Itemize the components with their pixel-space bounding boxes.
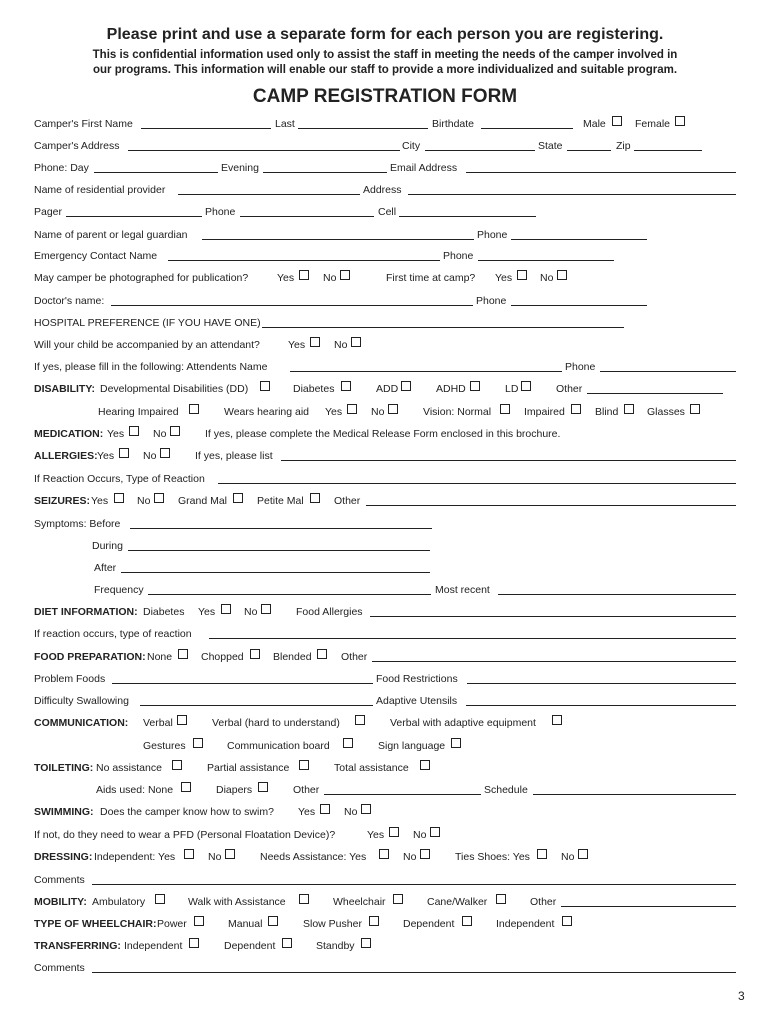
needs-assistance-label: Needs Assistance: Yes [260, 851, 367, 863]
prep-blended-checkbox[interactable] [317, 649, 327, 659]
row-communication [0, 717, 770, 731]
disability-label: DISABILITY: [34, 383, 96, 395]
verbal-adaptive-checkbox[interactable] [552, 715, 562, 725]
evening-field[interactable] [263, 172, 387, 173]
verbal-checkbox[interactable] [177, 715, 187, 725]
symptoms-after-label: After [94, 562, 117, 574]
hearing-aid-label: Wears hearing aid [224, 406, 310, 418]
doctor-phone-label: Phone [476, 295, 507, 307]
independent-label: Independent [496, 918, 555, 930]
cell-label: Cell [378, 206, 397, 218]
grand-mal-checkbox[interactable] [233, 493, 243, 503]
photo-no-label: No [323, 272, 337, 284]
manual-label: Manual [228, 918, 263, 930]
frequency-field[interactable] [148, 594, 431, 595]
petite-mal-label: Petite Mal [257, 495, 304, 507]
mobility-other-label: Other [530, 896, 557, 908]
row-camper-name [0, 118, 770, 132]
aids-none-checkbox[interactable] [181, 782, 191, 792]
aids-other-field[interactable] [324, 794, 481, 795]
doctor-field[interactable] [111, 305, 473, 306]
comments-field[interactable] [92, 884, 736, 885]
problem-foods-label: Problem Foods [34, 673, 106, 685]
independent-checkbox[interactable] [562, 916, 572, 926]
diabetes-checkbox[interactable] [341, 381, 351, 391]
row-accompanied [0, 339, 770, 353]
partial-assistance-checkbox[interactable] [299, 760, 309, 770]
dd-label: Developmental Disabilities (DD) [100, 383, 249, 395]
accompanied-yes-checkbox[interactable] [310, 337, 320, 347]
state-field[interactable] [567, 150, 611, 151]
allergies-yes-checkbox[interactable] [119, 448, 129, 458]
walk-assistance-label: Walk with Assistance [188, 896, 286, 908]
attendant-label: If yes, please fill in the following: Attendents Name [34, 361, 268, 373]
verbal-hard-label: Verbal (hard to understand) [212, 717, 340, 729]
food-prep-label: FOOD PREPARATION: [34, 651, 146, 663]
allergies-yes-label: Yes [97, 450, 115, 462]
total-assistance-checkbox[interactable] [420, 760, 430, 770]
doctor-label: Doctor's name: [34, 295, 105, 307]
ties-shoes-no-label: No [561, 851, 575, 863]
add-checkbox[interactable] [401, 381, 411, 391]
first-time-label: First time at camp? [386, 272, 476, 284]
slow-pusher-label: Slow Pusher [303, 918, 362, 930]
row-comments-1 [0, 874, 770, 888]
hospital-label: HOSPITAL PREFERENCE (IF YOU HAVE ONE) [34, 317, 261, 329]
needs-assistance-no-label: No [403, 851, 417, 863]
schedule-field[interactable] [533, 794, 736, 795]
female-label: Female [635, 118, 671, 130]
seizures-other-label: Other [334, 495, 361, 507]
pfd-label: If not, do they need to wear a PFD (Personal Floatation Device)? [34, 829, 336, 841]
prep-chopped-label: Chopped [201, 651, 244, 663]
symptoms-during-field[interactable] [128, 550, 430, 551]
row-hearing-vision [0, 406, 770, 420]
blind-checkbox[interactable] [624, 404, 634, 414]
wheelchair-checkbox[interactable] [393, 894, 403, 904]
pager-phone-field[interactable] [240, 216, 374, 217]
prep-blended-label: Blended [273, 651, 312, 663]
row-allergies [0, 450, 770, 464]
allergies-list-field[interactable] [281, 460, 736, 461]
wheelchair-type-label: TYPE OF WHEELCHAIR: [34, 918, 157, 930]
disability-other-label: Other [556, 383, 583, 395]
diapers-checkbox[interactable] [258, 782, 268, 792]
dependent-checkbox[interactable] [462, 916, 472, 926]
diet-no-checkbox[interactable] [261, 604, 271, 614]
swim-no-checkbox[interactable] [361, 804, 371, 814]
row-address [0, 140, 770, 154]
allergies-list-label: If yes, please list [195, 450, 273, 462]
emergency-field[interactable] [168, 260, 440, 261]
ties-shoes-yes-checkbox[interactable] [537, 849, 547, 859]
row-phone [0, 162, 770, 176]
aids-other-label: Other [293, 784, 320, 796]
aids-none-label: Aids used: None [96, 784, 174, 796]
attendant-phone-field[interactable] [600, 371, 736, 372]
medication-no-checkbox[interactable] [170, 426, 180, 436]
row-toileting [0, 762, 770, 776]
swim-no-label: No [344, 806, 358, 818]
medication-yes-label: Yes [107, 428, 125, 440]
most-recent-field[interactable] [498, 594, 736, 595]
row-emergency [0, 250, 770, 264]
mobility-label: MOBILITY: [34, 896, 87, 908]
row-food-prep [0, 651, 770, 665]
state-label: State [538, 140, 563, 152]
power-label: Power [157, 918, 187, 930]
row-comments-2 [0, 962, 770, 976]
communication-label: COMMUNICATION: [34, 717, 129, 729]
food-allergies-label: Food Allergies [296, 606, 363, 618]
ld-label: LD [505, 383, 519, 395]
mobility-other-field[interactable] [561, 906, 736, 907]
schedule-label: Schedule [484, 784, 528, 796]
row-hospital [0, 317, 770, 331]
hearing-aid-no-checkbox[interactable] [388, 404, 398, 414]
partial-assistance-label: Partial assistance [207, 762, 290, 774]
male-label: Male [583, 118, 606, 130]
city-field[interactable] [425, 150, 535, 151]
standby-checkbox[interactable] [361, 938, 371, 948]
row-problem-foods [0, 673, 770, 687]
symptoms-after-field[interactable] [121, 572, 430, 573]
photo-no-checkbox[interactable] [340, 270, 350, 280]
confidentiality-note [0, 48, 770, 78]
food-restrictions-field[interactable] [467, 683, 736, 684]
birthdate-label: Birthdate [432, 118, 475, 130]
row-wheelchair-type [0, 918, 770, 932]
emergency-phone-label: Phone [443, 250, 474, 262]
row-transferring [0, 940, 770, 954]
transfer-dependent-label: Dependent [224, 940, 276, 952]
medication-label: MEDICATION: [34, 428, 104, 440]
prep-chopped-checkbox[interactable] [250, 649, 260, 659]
prep-none-label: None [147, 651, 173, 663]
row-mobility [0, 896, 770, 910]
needs-assistance-yes-checkbox[interactable] [379, 849, 389, 859]
allergies-no-label: No [143, 450, 157, 462]
slow-pusher-checkbox[interactable] [369, 916, 379, 926]
attendant-phone-label: Phone [565, 361, 596, 373]
emergency-label: Emergency Contact Name [34, 250, 158, 262]
cane-walker-checkbox[interactable] [496, 894, 506, 904]
first-time-no-label: No [540, 272, 554, 284]
seizures-other-field[interactable] [366, 505, 736, 506]
row-photographed [0, 272, 770, 286]
ties-shoes-label: Ties Shoes: Yes [455, 851, 530, 863]
allergies-label: ALLERGIES: [34, 450, 98, 462]
prep-none-checkbox[interactable] [178, 649, 188, 659]
adaptive-utensils-label: Adaptive Utensils [376, 695, 458, 707]
diet-label: DIET INFORMATION: [34, 606, 138, 618]
guardian-phone-label: Phone [477, 229, 508, 241]
cell-field[interactable] [399, 216, 536, 217]
provider-label: Name of residential provider [34, 184, 166, 196]
accompanied-no-label: No [334, 339, 348, 351]
row-gestures [0, 740, 770, 754]
address-label: Camper's Address [34, 140, 120, 152]
photo-yes-checkbox[interactable] [299, 270, 309, 280]
reaction-lower-label: If reaction occurs, type of reaction [34, 628, 192, 640]
hearing-impaired-checkbox[interactable] [189, 404, 199, 414]
comments-2-label: Comments [34, 962, 85, 974]
transfer-dependent-checkbox[interactable] [282, 938, 292, 948]
total-assistance-label: Total assistance [334, 762, 409, 774]
zip-label: Zip [616, 140, 631, 152]
gestures-label: Gestures [143, 740, 186, 752]
pager-phone-label: Phone [205, 206, 236, 218]
accompanied-label: Will your child be accompanied by an attendant? [34, 339, 260, 351]
email-label: Email Address [390, 162, 458, 174]
needs-assistance-no-checkbox[interactable] [420, 849, 430, 859]
guardian-phone-field[interactable] [511, 239, 647, 240]
last-name-label: Last [275, 118, 295, 130]
add-label: ADD [376, 383, 399, 395]
row-symptoms-during [0, 540, 770, 554]
gestures-checkbox[interactable] [193, 738, 203, 748]
evening-label: Evening [221, 162, 259, 174]
row-residential-provider [0, 184, 770, 198]
dressing-independent-label: Independent: Yes [94, 851, 176, 863]
symptoms-before-field[interactable] [130, 528, 432, 529]
transferring-label: TRANSFERRING: [34, 940, 121, 952]
medical-release-note: If yes, please complete the Medical Release Form enclosed in this brochure. [205, 428, 561, 440]
accompanied-no-checkbox[interactable] [351, 337, 361, 347]
swim-yes-label: Yes [298, 806, 316, 818]
seizures-no-label: No [137, 495, 151, 507]
row-guardian [0, 229, 770, 243]
reaction-field[interactable] [218, 483, 736, 484]
no-assistance-checkbox[interactable] [172, 760, 182, 770]
diapers-label: Diapers [216, 784, 253, 796]
transfer-independent-checkbox[interactable] [189, 938, 199, 948]
medication-no-label: No [153, 428, 167, 440]
standby-label: Standby [316, 940, 355, 952]
provider-address-field[interactable] [408, 194, 736, 195]
row-medication [0, 428, 770, 442]
row-frequency [0, 584, 770, 598]
ld-checkbox[interactable] [521, 381, 531, 391]
pfd-no-checkbox[interactable] [430, 827, 440, 837]
swallowing-field[interactable] [140, 705, 373, 706]
power-checkbox[interactable] [194, 916, 204, 926]
pager-label: Pager [34, 206, 63, 218]
first-time-no-checkbox[interactable] [557, 270, 567, 280]
row-reaction-lower [0, 628, 770, 642]
sign-language-label: Sign language [378, 740, 446, 752]
emergency-phone-field[interactable] [478, 260, 614, 261]
comm-board-label: Communication board [227, 740, 330, 752]
attendant-field[interactable] [290, 371, 562, 372]
photo-yes-label: Yes [277, 272, 295, 284]
disability-other-field[interactable] [587, 393, 723, 394]
row-aids [0, 784, 770, 798]
row-doctor [0, 295, 770, 309]
row-pfd [0, 829, 770, 843]
petite-mal-checkbox[interactable] [310, 493, 320, 503]
row-reaction [0, 473, 770, 487]
form-title: CAMP REGISTRATION FORM [252, 86, 518, 107]
hospital-field[interactable] [262, 327, 624, 328]
photographed-label: May camper be photographed for publication? [34, 272, 249, 284]
row-diet [0, 606, 770, 620]
prep-other-label: Other [341, 651, 368, 663]
know-swim-label: Does the camper know how to swim? [100, 806, 274, 818]
blind-label: Blind [595, 406, 619, 418]
vision-normal-label: Vision: Normal [423, 406, 492, 418]
verbal-hard-checkbox[interactable] [355, 715, 365, 725]
comments-2-field[interactable] [92, 972, 736, 973]
adaptive-utensils-field[interactable] [466, 705, 736, 706]
row-swimming [0, 806, 770, 820]
hearing-aid-yes-label: Yes [325, 406, 343, 418]
allergies-no-checkbox[interactable] [160, 448, 170, 458]
wheelchair-label: Wheelchair [333, 896, 386, 908]
row-disability [0, 383, 770, 397]
most-recent-label: Most recent [435, 584, 490, 596]
vision-impaired-label: Impaired [524, 406, 565, 418]
medication-yes-checkbox[interactable] [129, 426, 139, 436]
swallowing-label: Difficulty Swallowing [34, 695, 129, 707]
seizures-yes-checkbox[interactable] [114, 493, 124, 503]
first-time-yes-checkbox[interactable] [517, 270, 527, 280]
dressing-independent-no-checkbox[interactable] [225, 849, 235, 859]
frequency-label: Frequency [94, 584, 144, 596]
verbal-label: Verbal [143, 717, 173, 729]
page-number: 3 [738, 989, 745, 1003]
row-dressing [0, 851, 770, 865]
row-symptoms-after [0, 562, 770, 576]
symptoms-before-label: Symptoms: Before [34, 518, 121, 530]
verbal-adaptive-label: Verbal with adaptive equipment [390, 717, 536, 729]
zip-field[interactable] [634, 150, 702, 151]
walk-assistance-checkbox[interactable] [299, 894, 309, 904]
pfd-yes-checkbox[interactable] [389, 827, 399, 837]
glasses-checkbox[interactable] [690, 404, 700, 414]
pfd-no-label: No [413, 829, 427, 841]
ambulatory-label: Ambulatory [92, 896, 146, 908]
comments-label: Comments [34, 874, 85, 886]
hearing-impaired-label: Hearing Impaired [98, 406, 179, 418]
swim-yes-checkbox[interactable] [320, 804, 330, 814]
ambulatory-checkbox[interactable] [155, 894, 165, 904]
symptoms-during-label: During [92, 540, 123, 552]
seizures-label: SEIZURES: [34, 495, 91, 507]
grand-mal-label: Grand Mal [178, 495, 228, 507]
no-assistance-label: No assistance [96, 762, 162, 774]
prep-other-field[interactable] [372, 661, 736, 662]
seizures-no-checkbox[interactable] [154, 493, 164, 503]
confidentiality-line-2: our programs. This information will enable our staff to provide a more individualized and suitable program. [92, 64, 678, 76]
instructions-heading: Please print and use a separate form for each person you are registering. [106, 26, 664, 43]
birthdate-field[interactable] [481, 128, 573, 129]
doctor-phone-field[interactable] [511, 305, 647, 306]
diabetes-label: Diabetes [293, 383, 335, 395]
row-seizures [0, 495, 770, 509]
transfer-independent-label: Independent [124, 940, 183, 952]
problem-foods-field[interactable] [112, 683, 373, 684]
address-field[interactable] [128, 150, 400, 151]
phone-day-label: Phone: Day [34, 162, 89, 174]
vision-normal-checkbox[interactable] [500, 404, 510, 414]
dependent-label: Dependent [403, 918, 455, 930]
guardian-label: Name of parent or legal guardian [34, 229, 188, 241]
sign-language-checkbox[interactable] [451, 738, 461, 748]
confidentiality-line-1: This is confidential information used only to assist the staff in meeting the needs of the camper involved in [92, 49, 678, 61]
dressing-label: DRESSING: [34, 851, 93, 863]
manual-checkbox[interactable] [268, 916, 278, 926]
vision-impaired-checkbox[interactable] [571, 404, 581, 414]
row-attendant [0, 361, 770, 375]
toileting-label: TOILETING: [34, 762, 94, 774]
glasses-label: Glasses [647, 406, 685, 418]
row-pager [0, 206, 770, 220]
diet-diabetes-label: Diabetes [143, 606, 185, 618]
cane-walker-label: Cane/Walker [427, 896, 488, 908]
adhd-checkbox[interactable] [470, 381, 480, 391]
accompanied-yes-label: Yes [288, 339, 306, 351]
dressing-independent-yes-checkbox[interactable] [184, 849, 194, 859]
hearing-aid-yes-checkbox[interactable] [347, 404, 357, 414]
diet-no-label: No [244, 606, 258, 618]
first-name-field[interactable] [141, 128, 271, 129]
male-checkbox[interactable] [612, 116, 622, 126]
swimming-label: SWIMMING: [34, 806, 94, 818]
email-field[interactable] [466, 172, 736, 173]
row-swallowing [0, 695, 770, 709]
reaction-lower-field[interactable] [209, 638, 736, 639]
ties-shoes-no-checkbox[interactable] [578, 849, 588, 859]
adhd-label: ADHD [436, 383, 466, 395]
food-restrictions-label: Food Restrictions [376, 673, 458, 685]
seizures-yes-label: Yes [91, 495, 109, 507]
first-time-yes-label: Yes [495, 272, 513, 284]
provider-field[interactable] [178, 194, 360, 195]
row-symptoms-before [0, 518, 770, 532]
hearing-aid-no-label: No [371, 406, 385, 418]
phone-day-field[interactable] [94, 172, 218, 173]
guardian-field[interactable] [202, 239, 474, 240]
dd-checkbox[interactable] [260, 381, 270, 391]
diet-yes-label: Yes [198, 606, 216, 618]
diet-yes-checkbox[interactable] [221, 604, 231, 614]
pfd-yes-label: Yes [367, 829, 385, 841]
first-name-label: Camper's First Name [34, 118, 133, 130]
comm-board-checkbox[interactable] [343, 738, 353, 748]
female-checkbox[interactable] [675, 116, 685, 126]
city-label: City [402, 140, 421, 152]
food-allergies-field[interactable] [370, 616, 736, 617]
reaction-label: If Reaction Occurs, Type of Reaction [34, 473, 205, 485]
dressing-independent-no-label: No [208, 851, 222, 863]
pager-field[interactable] [66, 216, 202, 217]
last-name-field[interactable] [298, 128, 428, 129]
provider-address-label: Address [363, 184, 402, 196]
